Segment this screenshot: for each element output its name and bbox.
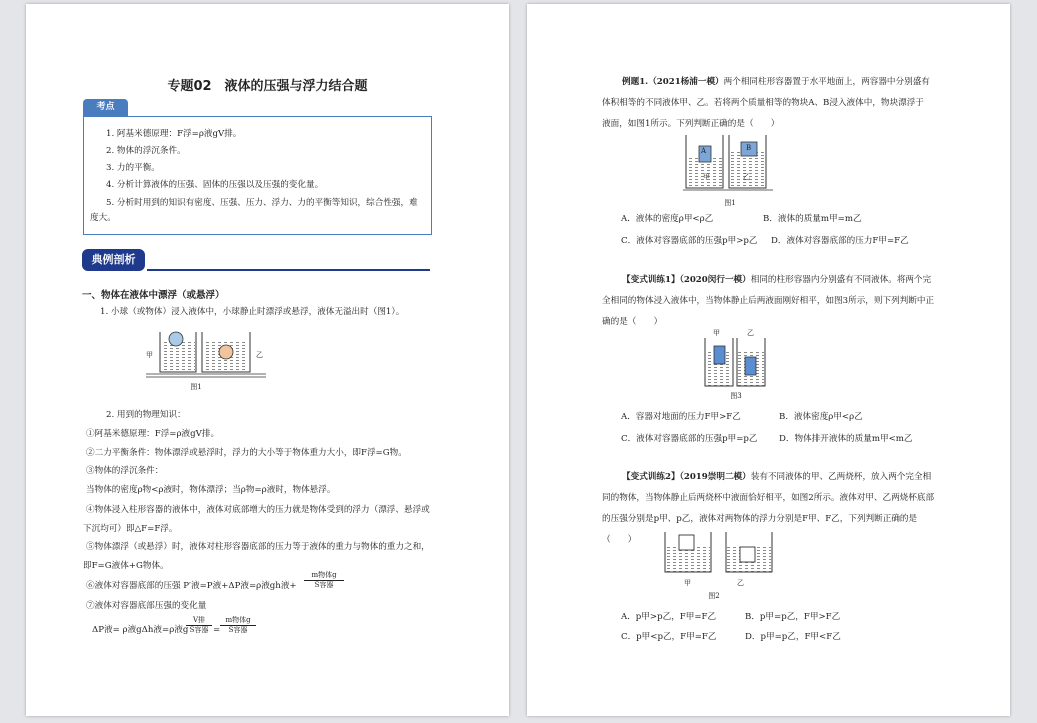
example-1-text xyxy=(602,72,932,135)
knowledge-line: ②二力平衡条件：物体漂浮或悬浮时，浮力的大小等于物体重力大小，即F浮=G物。 xyxy=(86,448,407,458)
example-2-text xyxy=(602,270,936,333)
fraction-numerator: m物体g xyxy=(220,616,256,626)
option-b: B．液体的质量m甲=m乙 xyxy=(763,214,862,224)
option-b: B．p甲=p乙，F甲>F乙 xyxy=(745,612,841,622)
fraction xyxy=(220,616,256,635)
kaodian-item: 1. 阿基米德原理：F浮=ρ液gV排。 xyxy=(106,129,242,139)
fraction-denominator: S容器 xyxy=(228,626,248,634)
fraction xyxy=(186,616,212,635)
fig-caption: 图3 xyxy=(730,392,742,400)
kaodian-tab: 考点 xyxy=(83,99,128,116)
option-d: D．p甲=p乙，F甲<F乙 xyxy=(745,632,841,642)
example-3-body: 装有不同液体的甲、乙两烧杯，放入两个完全相同的物体，当物体静止后两烧杯中液面恰好相平，如图2所示。液体对甲、乙两烧杯底部的压强分别是p甲、p乙，液体对两物体的浮力分别是F甲、F乙，下列判断正确的是（ ） xyxy=(602,472,935,545)
example-1-label: 例题1.（2021杨浦一模） xyxy=(622,77,724,87)
option-b: B．液体密度ρ甲<ρ乙 xyxy=(779,412,863,422)
option-c: C．液体对容器底部的压强p甲=p乙 xyxy=(621,434,758,444)
example-2-diagram xyxy=(702,336,772,392)
fig1-label-jia: 甲 xyxy=(703,173,710,181)
knowledge-line: ⑤物体漂浮（或悬浮）时，液体对柱形容器底部的压力等于液体的重力与物体的重力之和，即F=G液体+G物体。 xyxy=(83,542,430,571)
fig1-caption: 图1 xyxy=(190,383,202,391)
fig1-label-jia: 甲 xyxy=(146,351,153,359)
example-2-label: 【变式训练1】（2020闵行一模） xyxy=(622,275,751,285)
knowledge-line: ①阿基米德原理：F浮=ρ液gV排。 xyxy=(86,429,220,439)
knowledge-line: ΔP液= ρ液gΔh液=ρ液g xyxy=(92,625,189,635)
paragraph: 1. 小球（或物体）浸入液体中，小球静止时漂浮或悬浮，液体无溢出时（图1）。 xyxy=(100,307,405,317)
fraction-numerator: m物体g xyxy=(304,571,344,581)
fraction-denominator: S容器 xyxy=(314,581,334,589)
fig-caption: 图1 xyxy=(724,199,736,207)
section-badge: 典例剖析 xyxy=(82,249,145,271)
knowledge-line: 当物体的密度ρ物<ρ液时，物体漂浮；当ρ物=ρ液时，物体悬浮。 xyxy=(86,485,336,495)
knowledge-line: ⑥液体对容器底部的压强 P′液=P液+ΔP液=ρ液gh液+ xyxy=(86,581,297,591)
fig3-label-yi: 乙 xyxy=(747,329,754,337)
page-title: 专题02 液体的压强与浮力结合题 xyxy=(167,79,368,94)
fig1-label-yi: 乙 xyxy=(256,351,263,359)
fig2-label-jia: 甲 xyxy=(684,579,691,587)
block-a-label: A xyxy=(701,147,707,155)
kaodian-item: 3. 力的平衡。 xyxy=(106,163,160,173)
fig-caption: 图2 xyxy=(708,592,720,600)
fraction-numerator: V排 xyxy=(186,616,212,626)
kaodian-item: 4. 分析计算液体的压强、固体的压强以及压强的变化量。 xyxy=(106,180,324,190)
example-3-label: 【变式训练2】（2019崇明二模） xyxy=(622,472,751,482)
equals-sign: = xyxy=(213,625,221,635)
left-page xyxy=(26,4,509,716)
kaodian-item: 5. 分析时用到的知识有密度、压强、压力、浮力、力的平衡等知识，综合性强，难度大。 xyxy=(90,198,418,223)
option-a: A．液体的密度ρ甲<ρ乙 xyxy=(621,214,714,224)
knowledge-line: ⑦液体对容器底部压强的变化量 xyxy=(86,601,207,611)
example-1-body: 两个相同柱形容器置于水平地面上，两容器中分别盛有体积相等的不同液体甲、乙。若将两个质量相等的物块A、B浸入液体中，物块漂浮于液面，如图1所示。下列判断正确的是（ ） xyxy=(602,77,930,129)
kaodian-item: 2. 物体的浮沉条件。 xyxy=(106,146,186,156)
example-3-diagram xyxy=(661,528,781,578)
section-heading: 一、物体在液体中漂浮（或悬浮） xyxy=(82,290,225,301)
paragraph: 2. 用到的物理知识： xyxy=(106,410,186,420)
option-a: A．p甲>p乙，F甲=F乙 xyxy=(621,612,717,622)
option-c: C．液体对容器底部的压强p甲>p乙 xyxy=(621,236,758,246)
right-page xyxy=(527,4,1010,716)
option-d: D．物体排开液体的质量m甲<m乙 xyxy=(779,434,913,444)
example-2-body: 相同的柱形容器内分别盛有不同液体。将两个完全相同的物体浸入液体中，当物体静止后两液面刚好相平，如图3所示，则下列判断中正确的是（ ） xyxy=(602,275,935,327)
option-c: C．p甲<p乙，F甲=F乙 xyxy=(621,632,717,642)
example-1-diagram xyxy=(683,130,783,194)
fig1-label-yi: 乙 xyxy=(743,173,750,181)
fraction-denominator: S容器 xyxy=(189,626,209,634)
knowledge-line: ④物体浸入柱形容器的液体中，液体对底部增大的压力就是物体受到的浮力（漂浮、悬浮或下沉均可）即△F=F浮。 xyxy=(83,505,430,534)
fig3-label-jia: 甲 xyxy=(713,329,720,337)
knowledge-line: ③物体的浮沉条件： xyxy=(86,466,164,476)
block-b-label: B xyxy=(746,144,752,152)
option-d: D．液体对容器底部的压力F甲=F乙 xyxy=(771,236,909,246)
fraction xyxy=(304,571,344,590)
fig2-label-yi: 乙 xyxy=(737,579,744,587)
badge-underline xyxy=(147,269,430,271)
option-a: A．容器对地面的压力F甲>F乙 xyxy=(621,412,741,422)
